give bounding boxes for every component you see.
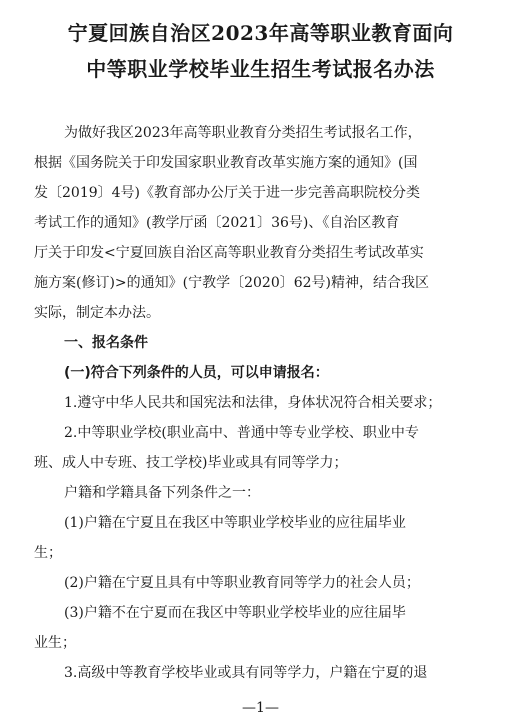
list-item: 1.遵守中华人民共和国宪法和法律，身体状况符合相关要求； xyxy=(64,395,442,411)
paragraph-line: 厅关于印发<宁夏回族自治区高等职业教育分类招生考试改革实 xyxy=(34,245,424,261)
document-title-line-1: 宁夏回族自治区2023年高等职业教育面向 xyxy=(67,21,454,45)
paragraph-line: 考试工作的通知》(教学厅函〔2021〕36号)、《自治区教育 xyxy=(34,215,400,231)
paragraph-line: 发〔2019〕4号)《教育部办公厅关于进一步完善高职院校分类 xyxy=(34,185,420,201)
paragraph-line: 施方案(修订)>的通知》(宁教学〔2020〕62号)精神，结合我区 xyxy=(34,275,430,291)
subsection-heading: (一)符合下列条件的人员，可以申请报名： xyxy=(64,365,329,381)
paragraph-line: 根据《国务院关于印发国家职业教育改革实施方案的通知》(国 xyxy=(34,155,418,171)
page-number: —1— xyxy=(242,700,279,716)
paragraph-line: 户籍和学籍具备下列条件之一： xyxy=(64,485,260,501)
list-item: (1)户籍在宁夏且在我区中等职业学校毕业的应往届毕业 xyxy=(64,515,406,531)
paragraph-line: 实际，制定本办法。 xyxy=(34,305,160,321)
list-item: (2)户籍在宁夏且具有中等职业教育同等学力的社会人员； xyxy=(64,575,420,591)
paragraph-line: 为做好我区2023年高等职业教育分类招生考试报名工作， xyxy=(64,125,422,141)
document-title-line-2: 中等职业学校毕业生招生考试报名办法 xyxy=(86,57,435,81)
list-item-continuation: 生； xyxy=(34,545,62,561)
list-item-continuation: 班、成人中专班、技工学校)毕业或具有同等学力； xyxy=(34,455,348,471)
list-item: 3.高级中等教育学校毕业或具有同等学力，户籍在宁夏的退 xyxy=(64,665,428,681)
list-item: (3)户籍不在宁夏而在我区中等职业学校毕业的应往届毕 xyxy=(64,605,406,621)
list-item: 2.中等职业学校(职业高中、普通中等专业学校、职业中专 xyxy=(64,425,419,441)
list-item-continuation: 业生； xyxy=(34,635,76,651)
section-heading: 一、报名条件 xyxy=(64,335,148,351)
